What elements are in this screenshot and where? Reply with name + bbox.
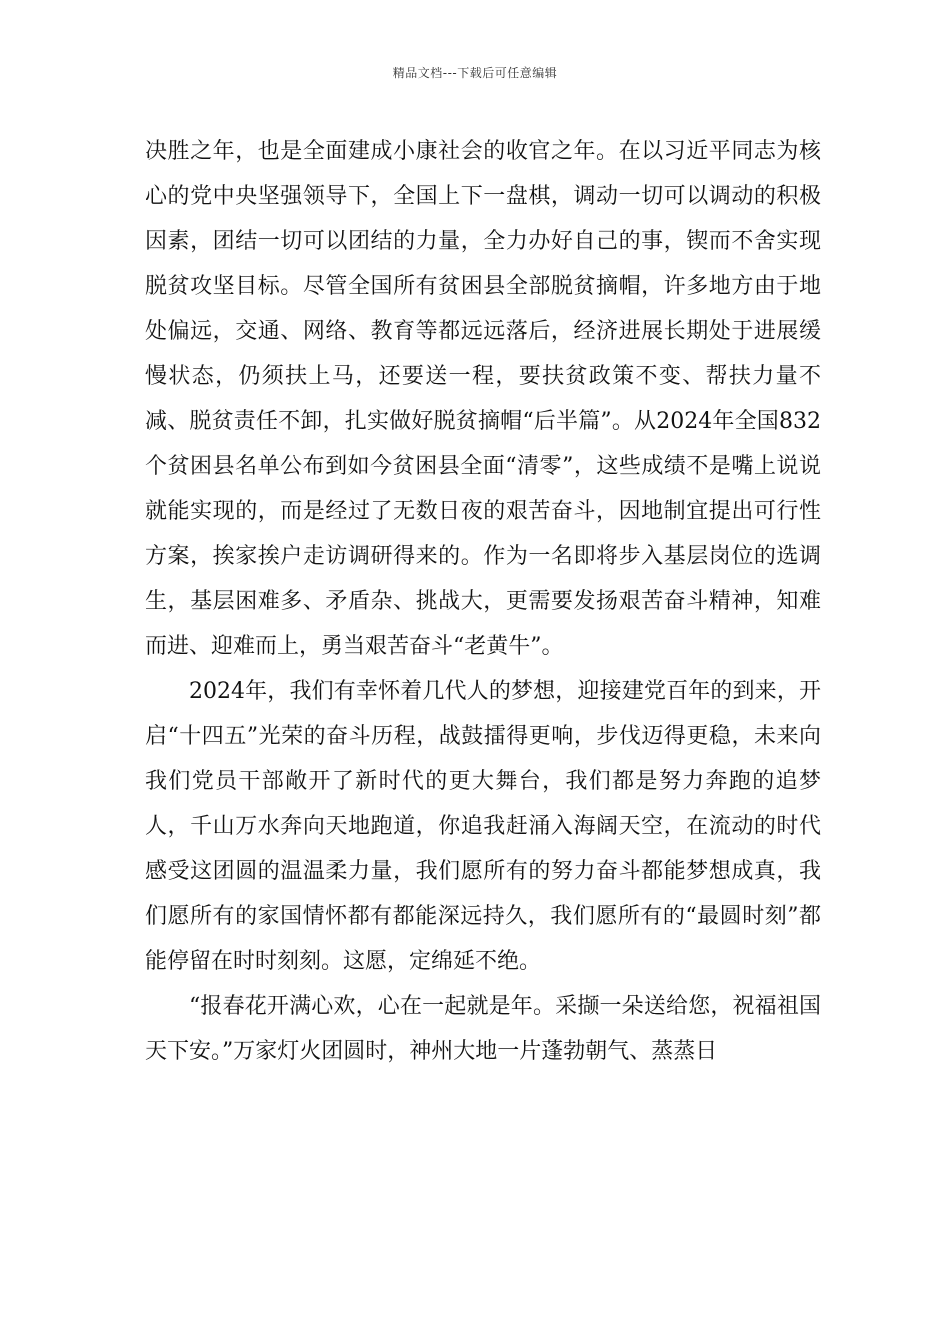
paragraph-2: 2024年，我们有幸怀着几代人的梦想，迎接建党百年的到来，开启“十四五”光荣的奋斗历程，战鼓擂得更响，步伐迈得更稳，未来向我们党员干部敞开了新时代的更大舞台，我们都是努力奔跑的追梦人，千山万水奔向天地跑道，你追我赶涌入海阔天空，在流动的时代感受这团圆的温温柔力量，我们愿所有的努力奋斗都能梦想成真，我们愿所有的家国情怀都有都能深远持久，我们愿所有的“最圆时刻”都能停留在时时刻刻。这愿，定绵延不绝。 <box>145 679 821 974</box>
page-header: 精品文档---下载后可任意编辑 <box>392 66 558 80</box>
paragraph-3: “报春花开满心欢，心在一起就是年。采撷一朵送给您，祝福祖国天下安。”万家灯火团圆时，神州大地一片蓬勃朝气、蒸蒸日 <box>145 994 821 1064</box>
paragraph-1: 决胜之年，也是全面建成小康社会的收官之年。在以习近平同志为核心的党中央坚强领导下，全国上下一盘棋，调动一切可以调动的积极因素，团结一切可以团结的力量，全力办好自己的事，锲而不舍实现脱贫攻坚目标。尽管全国所有贫困县全部脱贫摘帽，许多地方由于地处偏远，交通、网络、教育等都远远落后，经济进展长期处于进展缓慢状态，仍须扶上马，还要送一程，要扶贫政策不变、帮扶力量不减、脱贫责任不卸，扎实做好脱贫摘帽“后半篇”。从2024年全国832个贫困县名单公布到如今贫困县全面“清零”，这些成绩不是嘴上说说就能实现的，而是经过了无数日夜的艰苦奋斗，因地制宜提出可行性方案，挨家挨户走访调研得来的。作为一名即将步入基层岗位的选调生，基层困难多、矛盾杂、挑战大，更需要发扬艰苦奋斗精神，知难而进、迎难而上，勇当艰苦奋斗“老黄牛”。 <box>145 139 821 659</box>
document-body <box>145 129 821 1074</box>
